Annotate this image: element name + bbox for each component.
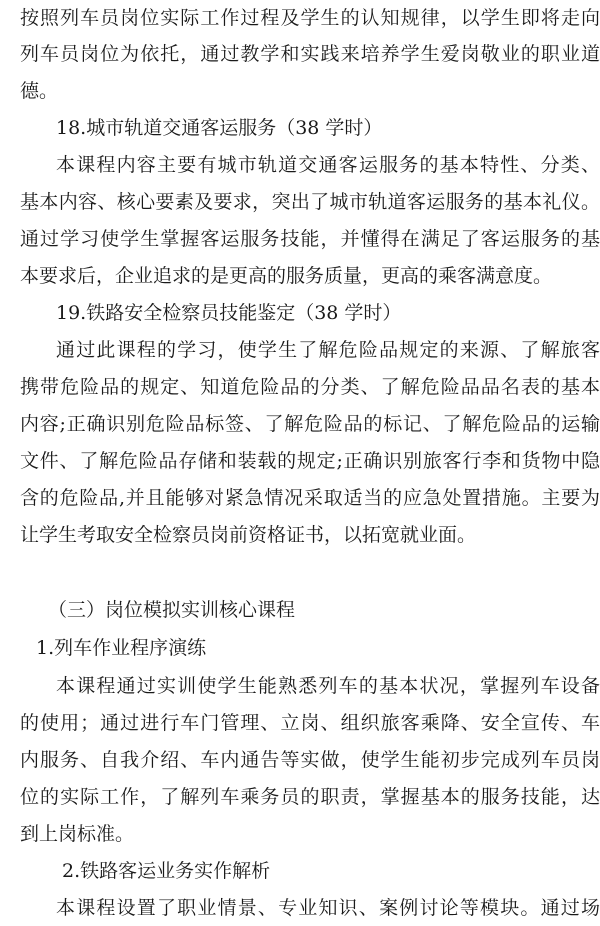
paragraph-line: 本课程通过实训使学生能熟悉列车的基本状况，掌握列车设备 [56, 675, 600, 697]
paragraph-line: 携带危险品的规定、知道危险品的分类、了解危险品品名表的基本 [20, 376, 600, 398]
paragraph-line: 到上岗标准。 [20, 823, 135, 845]
paragraph-line: 通过此课程的学习，使学生了解危险品规定的来源、了解旅客 [56, 339, 600, 361]
paragraph-line: 内容;正确识别危险品标签、了解危险品的标记、了解危险品的运输 [20, 413, 600, 435]
paragraph-line: 本课程设置了职业情景、专业知识、案例讨论等模块。通过场 [56, 897, 600, 919]
paragraph-line: 德。 [20, 80, 59, 102]
paragraph-line: 列车员岗位为依托，通过教学和实践来培养学生爱岗敬业的职业道 [20, 43, 600, 65]
section-heading-3: （三）岗位模拟实训核心课程 [48, 599, 296, 621]
paragraph-line: 位的实际工作，了解列车乘务员的职责，掌握基本的服务技能，达 [20, 786, 600, 808]
paragraph-line: 让学生考取安全检察员岗前资格证书，以拓宽就业面。 [20, 524, 477, 546]
subsection-heading-2: 2.铁路客运业务实作解析 [62, 860, 271, 882]
section-heading-18: 18.城市轨道交通客运服务（38 学时） [56, 117, 383, 139]
paragraph-line: 含的危险品,并且能够对紧急情况采取适当的应急处置措施。主要为 [20, 487, 600, 509]
paragraph-line: 本要求后，企业追求的是更高的服务质量，更高的乘客满意度。 [20, 265, 553, 287]
subsection-heading-1: 1.列车作业程序演练 [36, 637, 207, 659]
paragraph-line: 的使用；通过进行车门管理、立岗、组织旅客乘降、安全宣传、车 [20, 712, 600, 734]
paragraph-line: 文件、了解危险品存储和装载的规定;正确识别旅客行李和货物中隐 [20, 450, 600, 472]
paragraph-line: 通过学习使学生掌握客运服务技能，并懂得在满足了客运服务的基 [20, 228, 600, 250]
section-heading-19: 19.铁路安全检察员技能鉴定（38 学时） [56, 302, 402, 324]
paragraph-line: 内服务、自我介绍、车内通告等实做，使学生能初步完成列车员岗 [20, 749, 600, 771]
paragraph-line: 按照列车员岗位实际工作过程及学生的认知规律，以学生即将走向 [20, 7, 600, 29]
paragraph-line: 本课程内容主要有城市轨道交通客运服务的基本特性、分类、 [56, 154, 600, 176]
paragraph-line: 基本内容、核心要素及要求，突出了城市轨道客运服务的基本礼仪。 [20, 191, 600, 213]
